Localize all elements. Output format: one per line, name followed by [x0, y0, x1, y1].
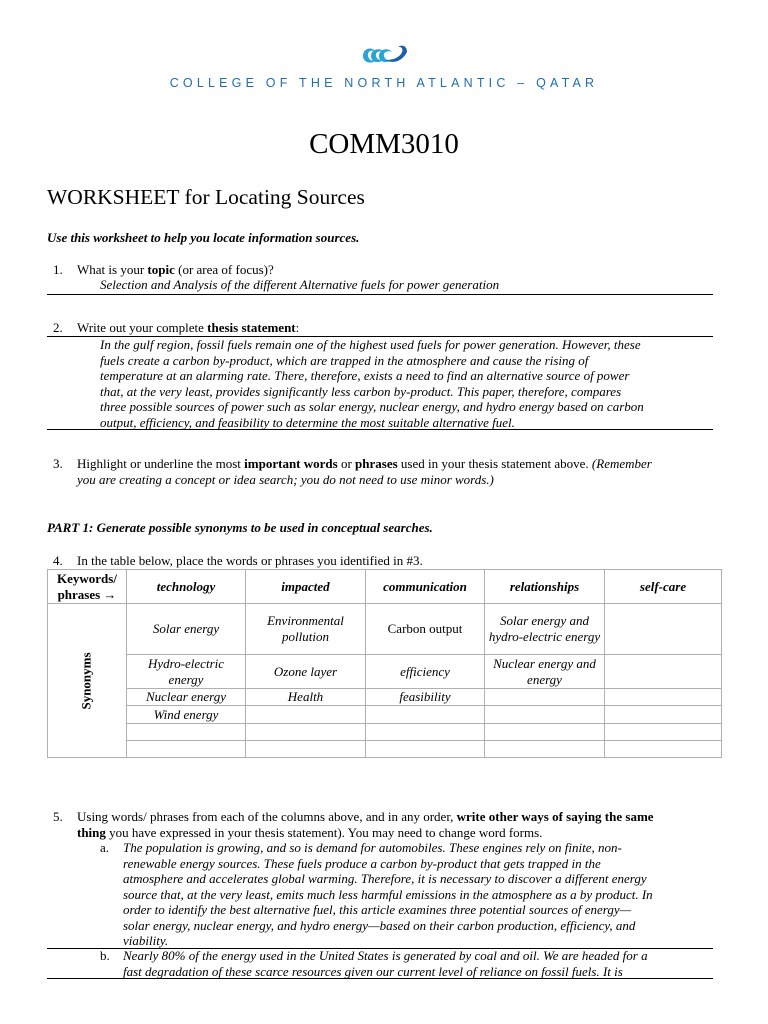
table-row — [48, 741, 722, 758]
worksheet-title: WORKSHEET for Locating Sources — [47, 185, 365, 209]
table-header-row — [48, 570, 722, 604]
question-number: 1. — [53, 262, 63, 277]
answer-line — [47, 429, 713, 430]
table-cell[interactable]: Wind energy — [127, 706, 246, 724]
question-text: Using words/ phrases from each of the columns above, and in any order, write other ways of saying the same thing you have expressed in your thesis statement). You may need to change word forms. — [77, 809, 654, 840]
table-cell[interactable] — [485, 689, 605, 706]
table-cell[interactable] — [366, 724, 485, 741]
question-number: 5. — [53, 809, 63, 824]
course-code: COMM3010 — [309, 128, 459, 160]
worksheet-instruction: Use this worksheet to help you locate information sources. — [47, 230, 360, 245]
rephrase-answer-b[interactable]: Nearly 80% of the energy used in the United States is generated by coal and oil. We are headed for a fast degradation of these scarce resources given our current level of reliance on fossil fuels. It is — [123, 948, 648, 979]
table-cell[interactable] — [246, 706, 366, 724]
table-cell[interactable] — [127, 724, 246, 741]
table-cell[interactable] — [127, 741, 246, 758]
answer-line — [47, 294, 713, 295]
table-cell[interactable] — [605, 604, 722, 655]
table-row — [48, 655, 722, 689]
table-cell[interactable] — [366, 706, 485, 724]
question-text: In the table below, place the words or phrases you identified in #3. — [77, 553, 423, 568]
keywords-header: Keywords/ phrases → — [48, 570, 127, 604]
column-header: self-care — [605, 570, 722, 604]
table-cell[interactable]: Health — [246, 689, 366, 706]
sub-item-label: b. — [100, 948, 110, 963]
rephrase-answer-a[interactable]: The population is growing, and so is demand for automobiles. These engines rely on finite, non- renewable energy sources. These fuels produce a carbon by-product that gets trapped in the atmosphere and accelerates global warming. Therefore, it is necessary to discover a different energy source that, at the very least, emits much less harmful emissions in the atmosphere as a by product. In order to identify the best alternative fuel, this article examines three potential sources of energy— solar energy, nuclear energy, and hydro energy—based on their carbon production, efficiency, and viability. — [123, 840, 653, 948]
part-1-heading: PART 1: Generate possible synonyms to be used in conceptual searches. — [47, 520, 433, 535]
question-number: 3. — [53, 456, 63, 471]
table-cell[interactable]: Solar energy — [127, 604, 246, 655]
column-header: impacted — [246, 570, 366, 604]
table-row — [48, 604, 722, 655]
table-cell[interactable]: efficiency — [366, 655, 485, 689]
table-cell[interactable] — [605, 741, 722, 758]
table-cell[interactable]: Solar energy and hydro-electric energy — [485, 604, 605, 655]
question-text: Highlight or underline the most important words or phrases used in your thesis statement above. (Remember you are creating a concept or idea search; you do not need to use minor words.) — [77, 456, 652, 487]
college-name: COLLEGE OF THE NORTH ATLANTIC – QATAR — [169, 76, 599, 90]
table-cell[interactable] — [485, 706, 605, 724]
table-cell[interactable] — [485, 724, 605, 741]
table-cell[interactable]: Ozone layer — [246, 655, 366, 689]
college-logo-icon — [360, 42, 410, 68]
question-number: 2. — [53, 320, 63, 335]
table-row — [48, 706, 722, 724]
table-row — [48, 689, 722, 706]
table-cell[interactable] — [605, 689, 722, 706]
column-header: communication — [366, 570, 485, 604]
table-cell[interactable]: Carbon output — [366, 604, 485, 655]
synonyms-table — [47, 569, 722, 758]
column-header: technology — [127, 570, 246, 604]
table-cell[interactable]: Hydro-electric energy — [127, 655, 246, 689]
table-cell[interactable]: Nuclear energy — [127, 689, 246, 706]
table-cell[interactable] — [246, 724, 366, 741]
question-number: 4. — [53, 553, 63, 568]
table-cell[interactable] — [485, 741, 605, 758]
question-text: Write out your complete thesis statement: — [77, 320, 300, 335]
table-cell[interactable]: Nuclear energy and energy — [485, 655, 605, 689]
table-cell[interactable] — [246, 741, 366, 758]
table-row — [48, 724, 722, 741]
synonyms-row-label: Synonyms — [48, 604, 127, 758]
table-cell[interactable]: Environmental pollution — [246, 604, 366, 655]
table-cell[interactable] — [605, 655, 722, 689]
sub-item-label: a. — [100, 840, 110, 855]
table-cell[interactable] — [366, 741, 485, 758]
answer-line — [47, 978, 713, 979]
table-cell[interactable] — [605, 724, 722, 741]
question-text: What is your topic (or area of focus)? — [77, 262, 274, 277]
table-cell[interactable] — [605, 706, 722, 724]
column-header: relationships — [485, 570, 605, 604]
thesis-answer[interactable]: In the gulf region, fossil fuels remain one of the highest used fuels for power generation. However, these fuels create a carbon by-product, which are trapped in the atmosphere and cause the rising of temperature at an alarming rate. There, therefore, exists a need to find an alternative source of power that, at the very least, provides significantly less carbon by-product. This paper, therefore, compares three possible sources of power such as solar energy, nuclear energy, and hydro energy based on carbon output, efficiency, and feasibility to determine the most suitable alternative fuel. — [100, 337, 644, 430]
topic-answer[interactable]: Selection and Analysis of the different Alternative fuels for power generation — [100, 277, 500, 292]
table-cell[interactable]: feasibility — [366, 689, 485, 706]
